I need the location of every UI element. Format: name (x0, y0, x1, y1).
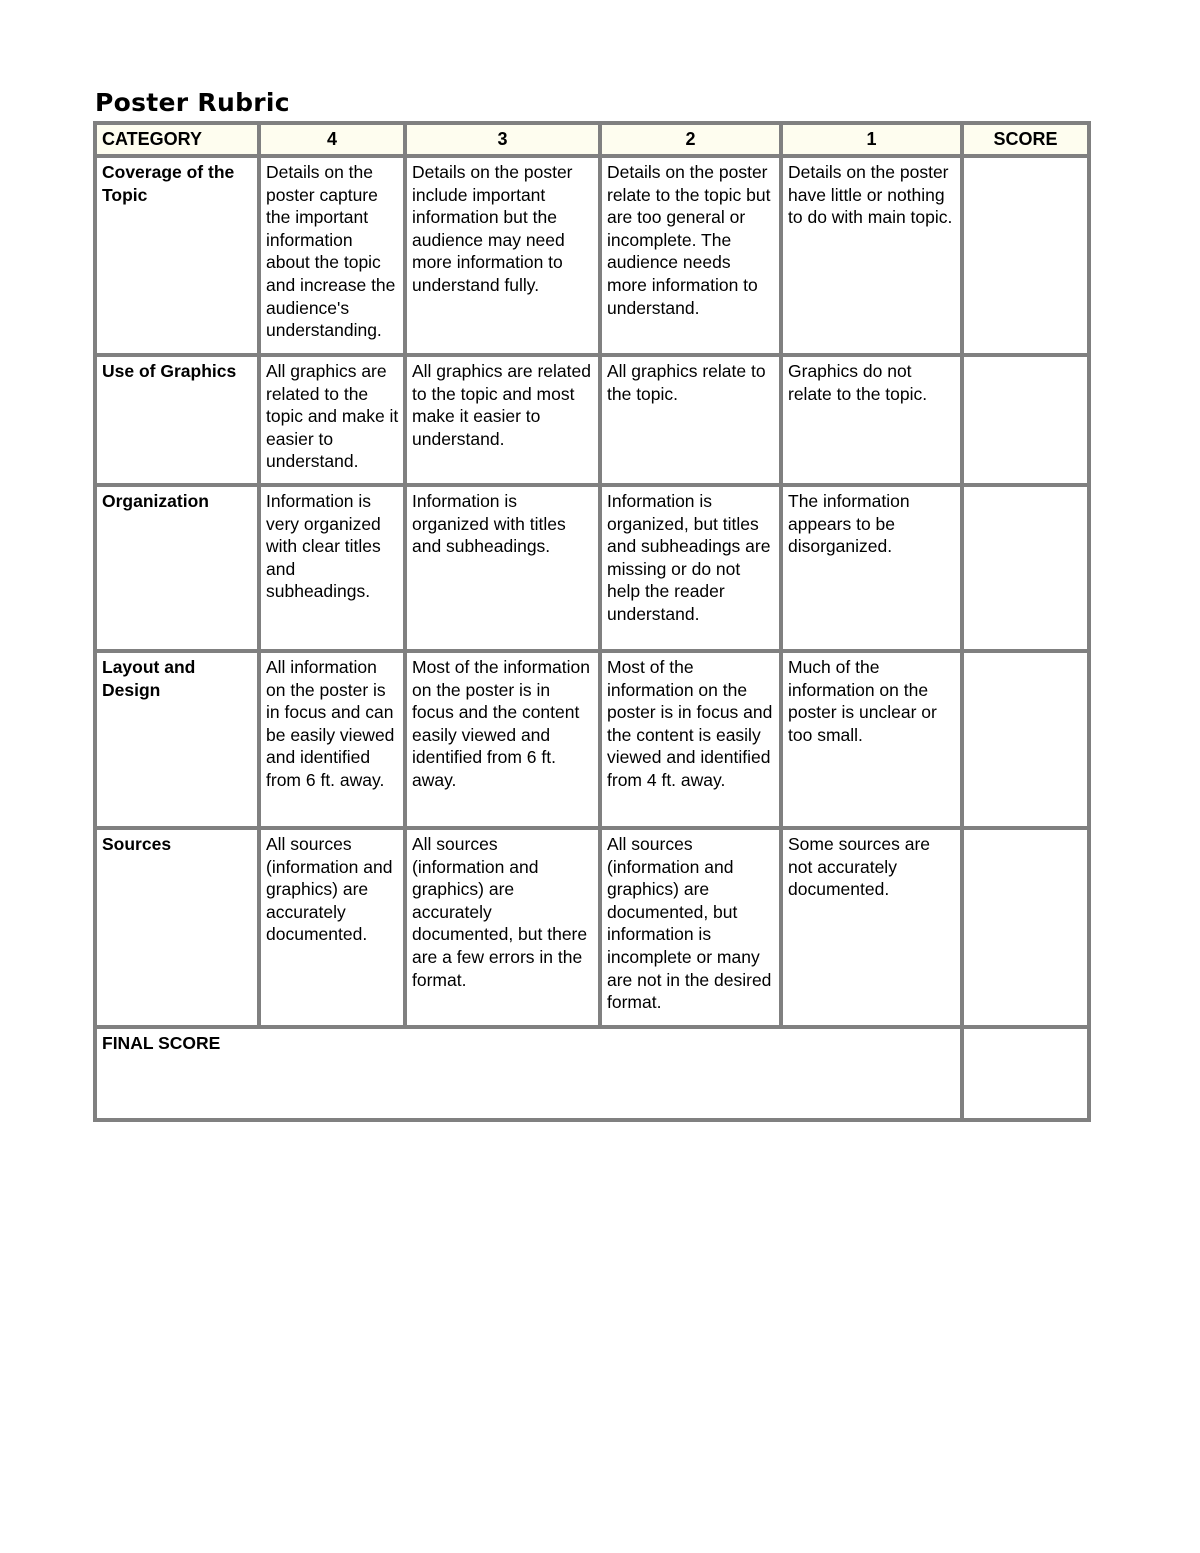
criteria-cell-2: All sources (information and graphics) are documented, but information is incomplete or many are not in the desired format. (600, 828, 781, 1027)
header-score-1: 1 (781, 123, 962, 156)
criteria-cell-2: Most of the information on the poster is in focus and the content is easily viewed and identified from 4 ft. away. (600, 651, 781, 828)
category-cell: Use of Graphics (95, 355, 259, 485)
final-score-cell[interactable] (962, 1027, 1089, 1120)
criteria-cell-4: All graphics are related to the topic and make it easier to understand. (259, 355, 405, 485)
criteria-cell-4: All information on the poster is in focus and can be easily viewed and identified from 6 ft. away. (259, 651, 405, 828)
table-row (95, 651, 1089, 828)
table-row (95, 485, 1089, 651)
criteria-cell-2: Information is organized, but titles and subheadings are missing or do not help the reader understand. (600, 485, 781, 651)
final-score-label: FINAL SCORE (95, 1027, 962, 1120)
criteria-cell-1: Some sources are not accurately documented. (781, 828, 962, 1027)
category-cell: Coverage of the Topic (95, 156, 259, 355)
criteria-cell-1: Details on the poster have little or nothing to do with main topic. (781, 156, 962, 355)
score-cell[interactable] (962, 485, 1089, 651)
criteria-cell-2: Details on the poster relate to the topic but are too general or incomplete. The audience needs more information to understand. (600, 156, 781, 355)
header-score-4: 4 (259, 123, 405, 156)
criteria-cell-3: Details on the poster include important information but the audience may need more information to understand fully. (405, 156, 600, 355)
criteria-cell-4: All sources (information and graphics) are accurately documented. (259, 828, 405, 1027)
criteria-cell-1: Graphics do not relate to the topic. (781, 355, 962, 485)
header-category: CATEGORY (95, 123, 259, 156)
table-row (95, 355, 1089, 485)
table-row (95, 156, 1089, 355)
criteria-cell-3: Most of the information on the poster is in focus and the content easily viewed and identified from 6 ft. away. (405, 651, 600, 828)
category-cell: Layout and Design (95, 651, 259, 828)
criteria-cell-3: All sources (information and graphics) are accurately documented, but there are a few errors in the format. (405, 828, 600, 1027)
header-score: SCORE (962, 123, 1089, 156)
criteria-cell-1: Much of the information on the poster is unclear or too small. (781, 651, 962, 828)
criteria-cell-1: The information appears to be disorganized. (781, 485, 962, 651)
score-cell[interactable] (962, 156, 1089, 355)
table-row (95, 828, 1089, 1027)
criteria-cell-4: Information is very organized with clear titles and subheadings. (259, 485, 405, 651)
category-cell: Organization (95, 485, 259, 651)
criteria-cell-2: All graphics relate to the topic. (600, 355, 781, 485)
criteria-cell-3: Information is organized with titles and subheadings. (405, 485, 600, 651)
score-cell[interactable] (962, 651, 1089, 828)
final-score-row (95, 1027, 1089, 1120)
criteria-cell-4: Details on the poster capture the important information about the topic and increase the audience's understanding. (259, 156, 405, 355)
score-cell[interactable] (962, 355, 1089, 485)
header-row (95, 123, 1089, 156)
category-cell: Sources (95, 828, 259, 1027)
score-cell[interactable] (962, 828, 1089, 1027)
header-score-3: 3 (405, 123, 600, 156)
criteria-cell-3: All graphics are related to the topic and most make it easier to understand. (405, 355, 600, 485)
rubric-table (93, 121, 1091, 1122)
header-score-2: 2 (600, 123, 781, 156)
page-title: Poster Rubric (95, 88, 290, 117)
